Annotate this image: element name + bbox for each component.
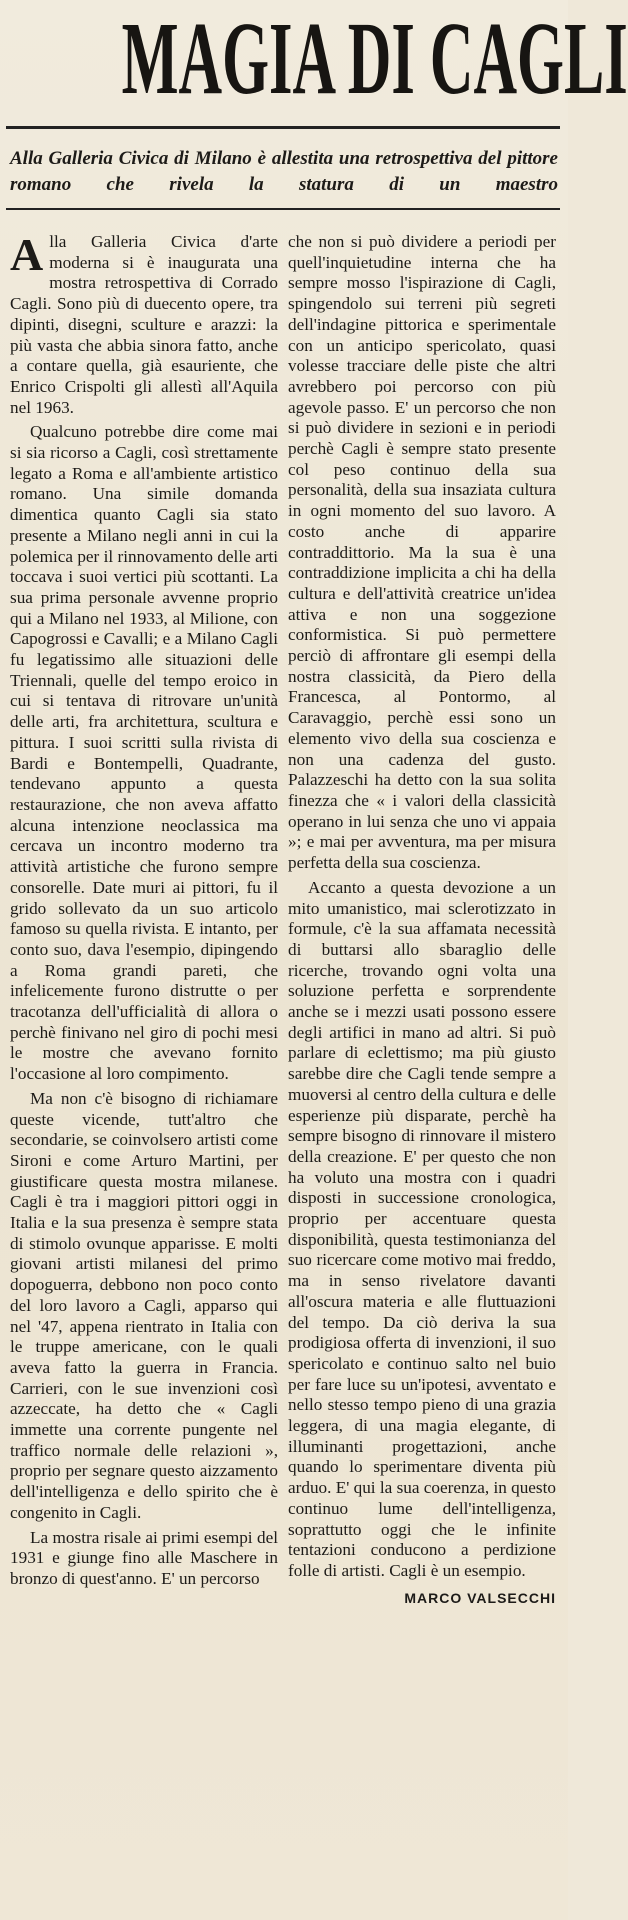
paragraph-1-text: lla Galleria Civica d'arte moderna si è inaugurata una mostra retrospettiva di Corrado Cagli. Sono più di duecento opere, tra dipinti, disegni, sculture e arazzi: la più vasta che abbia sinora fatto, anche a contare quella, già esauriente, che Enrico Crispolti gli allestì all'Aquila nel 1963. [10, 232, 278, 417]
paragraph-1 [10, 229, 278, 418]
paragraph-6: Accanto a questa devozione a un mito umanistico, mai sclerotizzato in formule, c'è la sua affamata necessità di buttarsi allo sbaraglio delle ricerche, trovando ogni volta una soluzione perfetta e sorprendente anche se i mezzi usati possono essere degli artifici in mano ad altri. Si può parlare di eclettismo; ma più giusto sarebbe dire che Cagli tende sempre a muoversi al centro della cultura e delle esperienze più disparate, perchè ha sempre bisogno di rinnovare il mistero della creazione. E' per questo che non ha voluto una mostra con i quadri disposti in successione cronologica, proprio per accentuare questa disponibilità, questa testimonianza del suo ricercare come motivo mai freddo, ma in senso rivelatore davanti all'oscura materia e alle fluttuazioni del tempo. Da ciò deriva la sua prodigiosa offerta di invenzioni, il suo spericolato e continuo salto nel buio per fare luce su un'ipotesi, avventato e nello stesso tempo pieno di una grazia leggera, di una magia elegante, di illuminanti progettazioni, anche quando lo sperimentare diventa più arduo. E' qui la sua coerenza, in questo continuo lume dell'intelligenza, soprattutto oggi che le infinite tentazioni conducono a perdizione folle di artisti. Cagli è un esempio. [288, 877, 556, 1580]
paragraph-2: Qualcuno potrebbe dire come mai si sia ricorso a Cagli, così strettamente legato a Roma e all'ambiente artistico romano. Una simile domanda dimentica quanto Cagli sia stato presente a Milano negli anni in cui la polemica per il rinnovamento delle arti toccava i suoi vertici più scottanti. La sua prima personale avvenne proprio qui a Milano nel 1933, al Milione, con Capogrossi e Cavalli; e a Milano Cagli fu legatissimo alle situazioni delle Triennali, quelle del tempo eroico in cui si tentava di ritrovare un'unità delle arti, fra architettura, scultura e pittura. I suoi scritti sulla rivista di Bardi e Bontempelli, Quadrante, tendevano appunto a questa restaurazione, che non aveva affatto alcuna intenzione neoclassica ma cercava un incontro moderno tra attività artistiche che furono sempre consorelle. Date muri ai pittori, fu il grido sollevato da un suo articolo famoso su quella rivista. E intanto, per conto suo, dava l'esempio, dipingendo a Roma grandi pareti, che infelicemente furono distrutte o per tracotanza dell'ufficialità di allora o perchè finivano nel giro di pochi mesi le mostre che avevano fornito l'occasione al loro compimento. [10, 422, 278, 1084]
rule-top [6, 126, 560, 129]
article-body [10, 229, 556, 1902]
headline: MAGIA DI CAGLI [121, 1, 628, 116]
right-column [288, 232, 556, 1902]
paragraph-3: Ma non c'è bisogno di richiamare queste vicende, tutt'altro che secondarie, se coinvolsero artisti come Sironi e come Arturo Martini, per giustificare questa mostra milanese. Cagli è tra i maggiori pittori oggi in Italia e la sua presenza è sempre stata di stimolo ovunque apparisse. E molti giovani artisti milanesi del primo dopoguerra, debbono non poco conto del loro lavoro a Cagli, apparso qui nel '47, appena rientrato in Italia con le truppe americane, con le quali aveva fatto la guerra in Francia. Carrieri, con le sue invenzioni così azzeccate, ha detto che « Cagli immette una corrente pungente nel traffico normale delle relazioni », proprio per segnare questo aizzamento dell'intelligenza e dello spirito che è congenito in Cagli. [10, 1088, 278, 1522]
paragraph-4: La mostra risale ai primi esempi del 1931 e giunge fino alle Maschere in bronzo di quest'anno. E' un percorso [10, 1527, 278, 1588]
subheadline: Alla Galleria Civica di Milano è allestita una retrospettiva del pittore romano che rivela la statura di un maestro [10, 148, 558, 195]
paragraph-5: che non si può dividere a periodi per quell'inquietudine interna che ha sempre mosso l'ispirazione di Cagli, spingendolo sui terreni più segreti dell'indagine pittorica e sperimentale con un anticipo spericolato, quasi volesse tracciare delle piste che altri avrebbero poi percorso con più agevole passo. E' un percorso che non si può dividere in sezioni e in periodi perchè Cagli è sempre stato presente col peso continuo della sua personalità, della sua insaziata cultura in ogni momento del suo lavoro. A costo anche di apparire contraddittorio. Ma la sua è una contraddizione implicita a chi ha della cultura e dell'attività creatrice un'idea attiva e non una soggezione conformistica. Si può permettere perciò di affrontare gli esempi della nostra classicità, da Piero della Francesca, al Pontormo, al Caravaggio, perchè essi sono un elemento vivo della sua coscienza e non una cadenza del gusto. Palazzeschi ha detto con la sua solita finezza che « i valori della classicità operano in lui senza che uno vi appaia »; e mai per avventura, ma per misura perfetta della sua coscienza. [288, 232, 556, 873]
rule-bottom [6, 208, 560, 210]
author-signature: MARCO VALSECCHI [404, 1589, 556, 1606]
drop-cap: A [10, 229, 44, 280]
left-column [10, 229, 278, 1902]
